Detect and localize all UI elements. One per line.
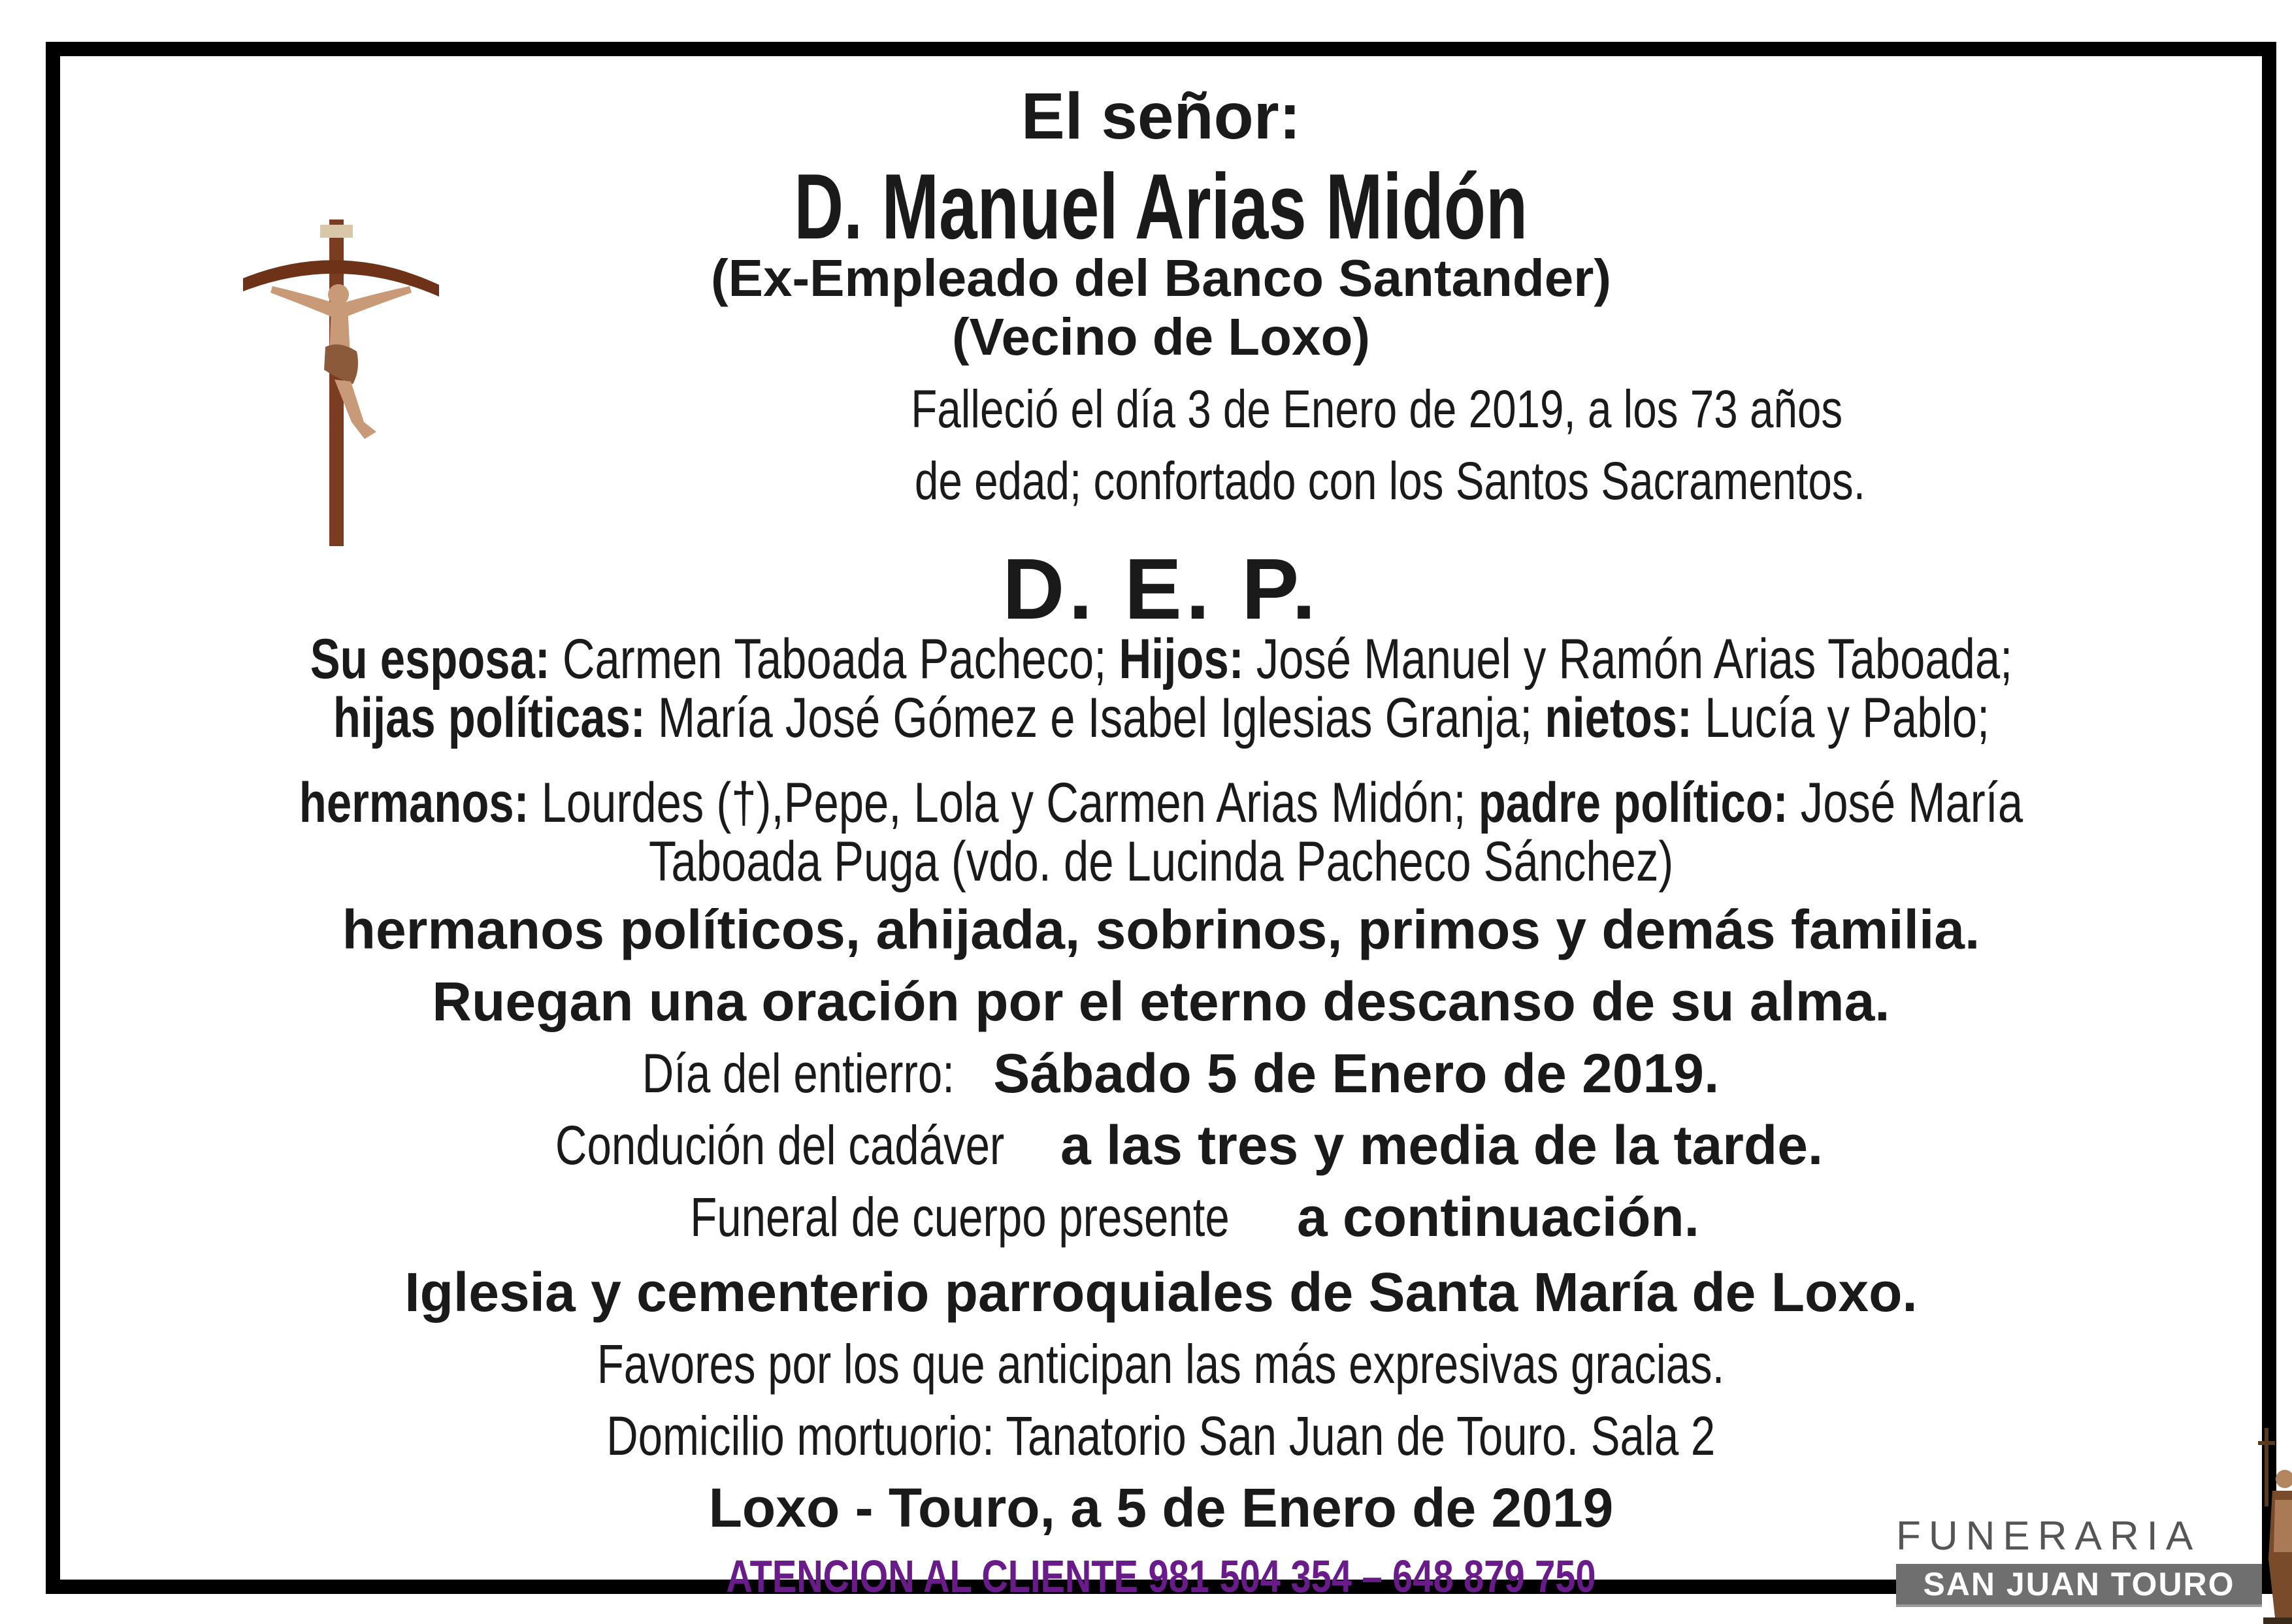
prayer-request: Ruegan una oración por el eterno descanso de su alma. bbox=[432, 971, 1890, 1032]
family-line-father-in-law bbox=[60, 830, 2262, 893]
family-line-siblings bbox=[60, 771, 2262, 834]
body-transfer bbox=[60, 1114, 2262, 1176]
family-line-3-inner bbox=[299, 771, 2023, 834]
logo-wordmark: FUNERARIA bbox=[1896, 1514, 2201, 1559]
salutation: El señor: bbox=[1021, 80, 1301, 153]
death-notice-line-2-text: de edad; confortado con los Santos Sacramentos. bbox=[914, 451, 1865, 511]
burial-day-label: Día del entierro: bbox=[642, 1043, 955, 1104]
family-line-spouse-children bbox=[60, 628, 2262, 690]
place-and-date: Loxo - Touro, a 5 de Enero de 2019 bbox=[708, 1477, 1614, 1538]
funeral-service-value: a continuación. bbox=[1296, 1186, 1700, 1248]
thanks-note-text: Favores por los que anticipan las más expresivas gracias. bbox=[597, 1333, 1725, 1395]
children-label: Hijos: bbox=[1118, 628, 1244, 690]
father-in-law-label: padre político: bbox=[1478, 771, 1788, 834]
funeral-service bbox=[60, 1186, 2262, 1248]
deceased-name-text: D. Manuel Arias Midón bbox=[794, 155, 1528, 259]
siblings-names: Lourdes (†),Pepe, Lola y Carmen Arias Midón; bbox=[529, 771, 1479, 834]
father-in-law-name-a: José María bbox=[1788, 771, 2023, 834]
daughters-in-law-names: María José Gómez e Isabel Iglesias Granja; bbox=[645, 687, 1545, 749]
burial-day-value: Sábado 5 de Enero de 2019. bbox=[993, 1043, 1720, 1104]
body-transfer-label: Condución del cadáver bbox=[555, 1114, 1005, 1176]
death-notice-line-1-text: Falleció el día 3 de Enero de 2019, a los 73 años bbox=[911, 380, 1842, 439]
family-line-in-laws-grandchildren bbox=[60, 687, 2262, 749]
funeral-service-label: Funeral de cuerpo presente bbox=[690, 1186, 1230, 1248]
thanks-note bbox=[60, 1333, 2262, 1395]
customer-service-phone-text: ATENCION AL CLIENTE 981 504 354 – 648 879 750 bbox=[726, 1551, 1596, 1602]
deceased-name bbox=[60, 155, 2262, 259]
obituary-frame bbox=[46, 42, 2276, 1602]
church-and-cemetery: Iglesia y cementerio parroquiales de Santa María de Loxo. bbox=[404, 1261, 1918, 1323]
siblings-label: hermanos: bbox=[299, 771, 529, 834]
grandchildren-label: nietos: bbox=[1544, 687, 1692, 749]
funeral-home-address-text: Domicilio mortuorio: Tanatorio San Juan de Touro. Sala 2 bbox=[606, 1405, 1716, 1467]
saint-figure-icon bbox=[2249, 1428, 2292, 1624]
funeral-home-logo bbox=[1896, 1428, 2292, 1624]
burial-day bbox=[60, 1043, 2262, 1104]
family-line-1-inner bbox=[310, 628, 2012, 690]
children-names: José Manuel y Ramón Arias Taboada; bbox=[1243, 628, 2012, 690]
family-line-2-inner bbox=[333, 687, 1989, 749]
residence: (Vecino de Loxo) bbox=[951, 308, 1371, 366]
logo-underline bbox=[1896, 1604, 2262, 1607]
logo-subtitle: SAN JUAN TOURO bbox=[1896, 1564, 2262, 1604]
death-notice-line-1 bbox=[276, 380, 2292, 439]
former-occupation: (Ex-Empleado del Banco Santander) bbox=[710, 249, 1612, 307]
death-notice-line-2 bbox=[289, 451, 2292, 511]
body-transfer-value: a las tres y media de la tarde. bbox=[1060, 1114, 1824, 1176]
wife-label: Su esposa: bbox=[310, 628, 550, 690]
rip-heading: D. E. P. bbox=[1002, 541, 1320, 637]
grandchildren-names: Lucía y Pablo; bbox=[1692, 687, 1989, 749]
father-in-law-name-b: Taboada Puga (vdo. de Lucinda Pacheco Sánchez) bbox=[648, 830, 1674, 893]
extended-family: hermanos políticos, ahijada, sobrinos, primos y demás familia. bbox=[342, 899, 1980, 960]
wife-name: Carmen Taboada Pacheco; bbox=[549, 628, 1119, 690]
daughters-in-law-label: hijas políticas: bbox=[333, 687, 646, 749]
